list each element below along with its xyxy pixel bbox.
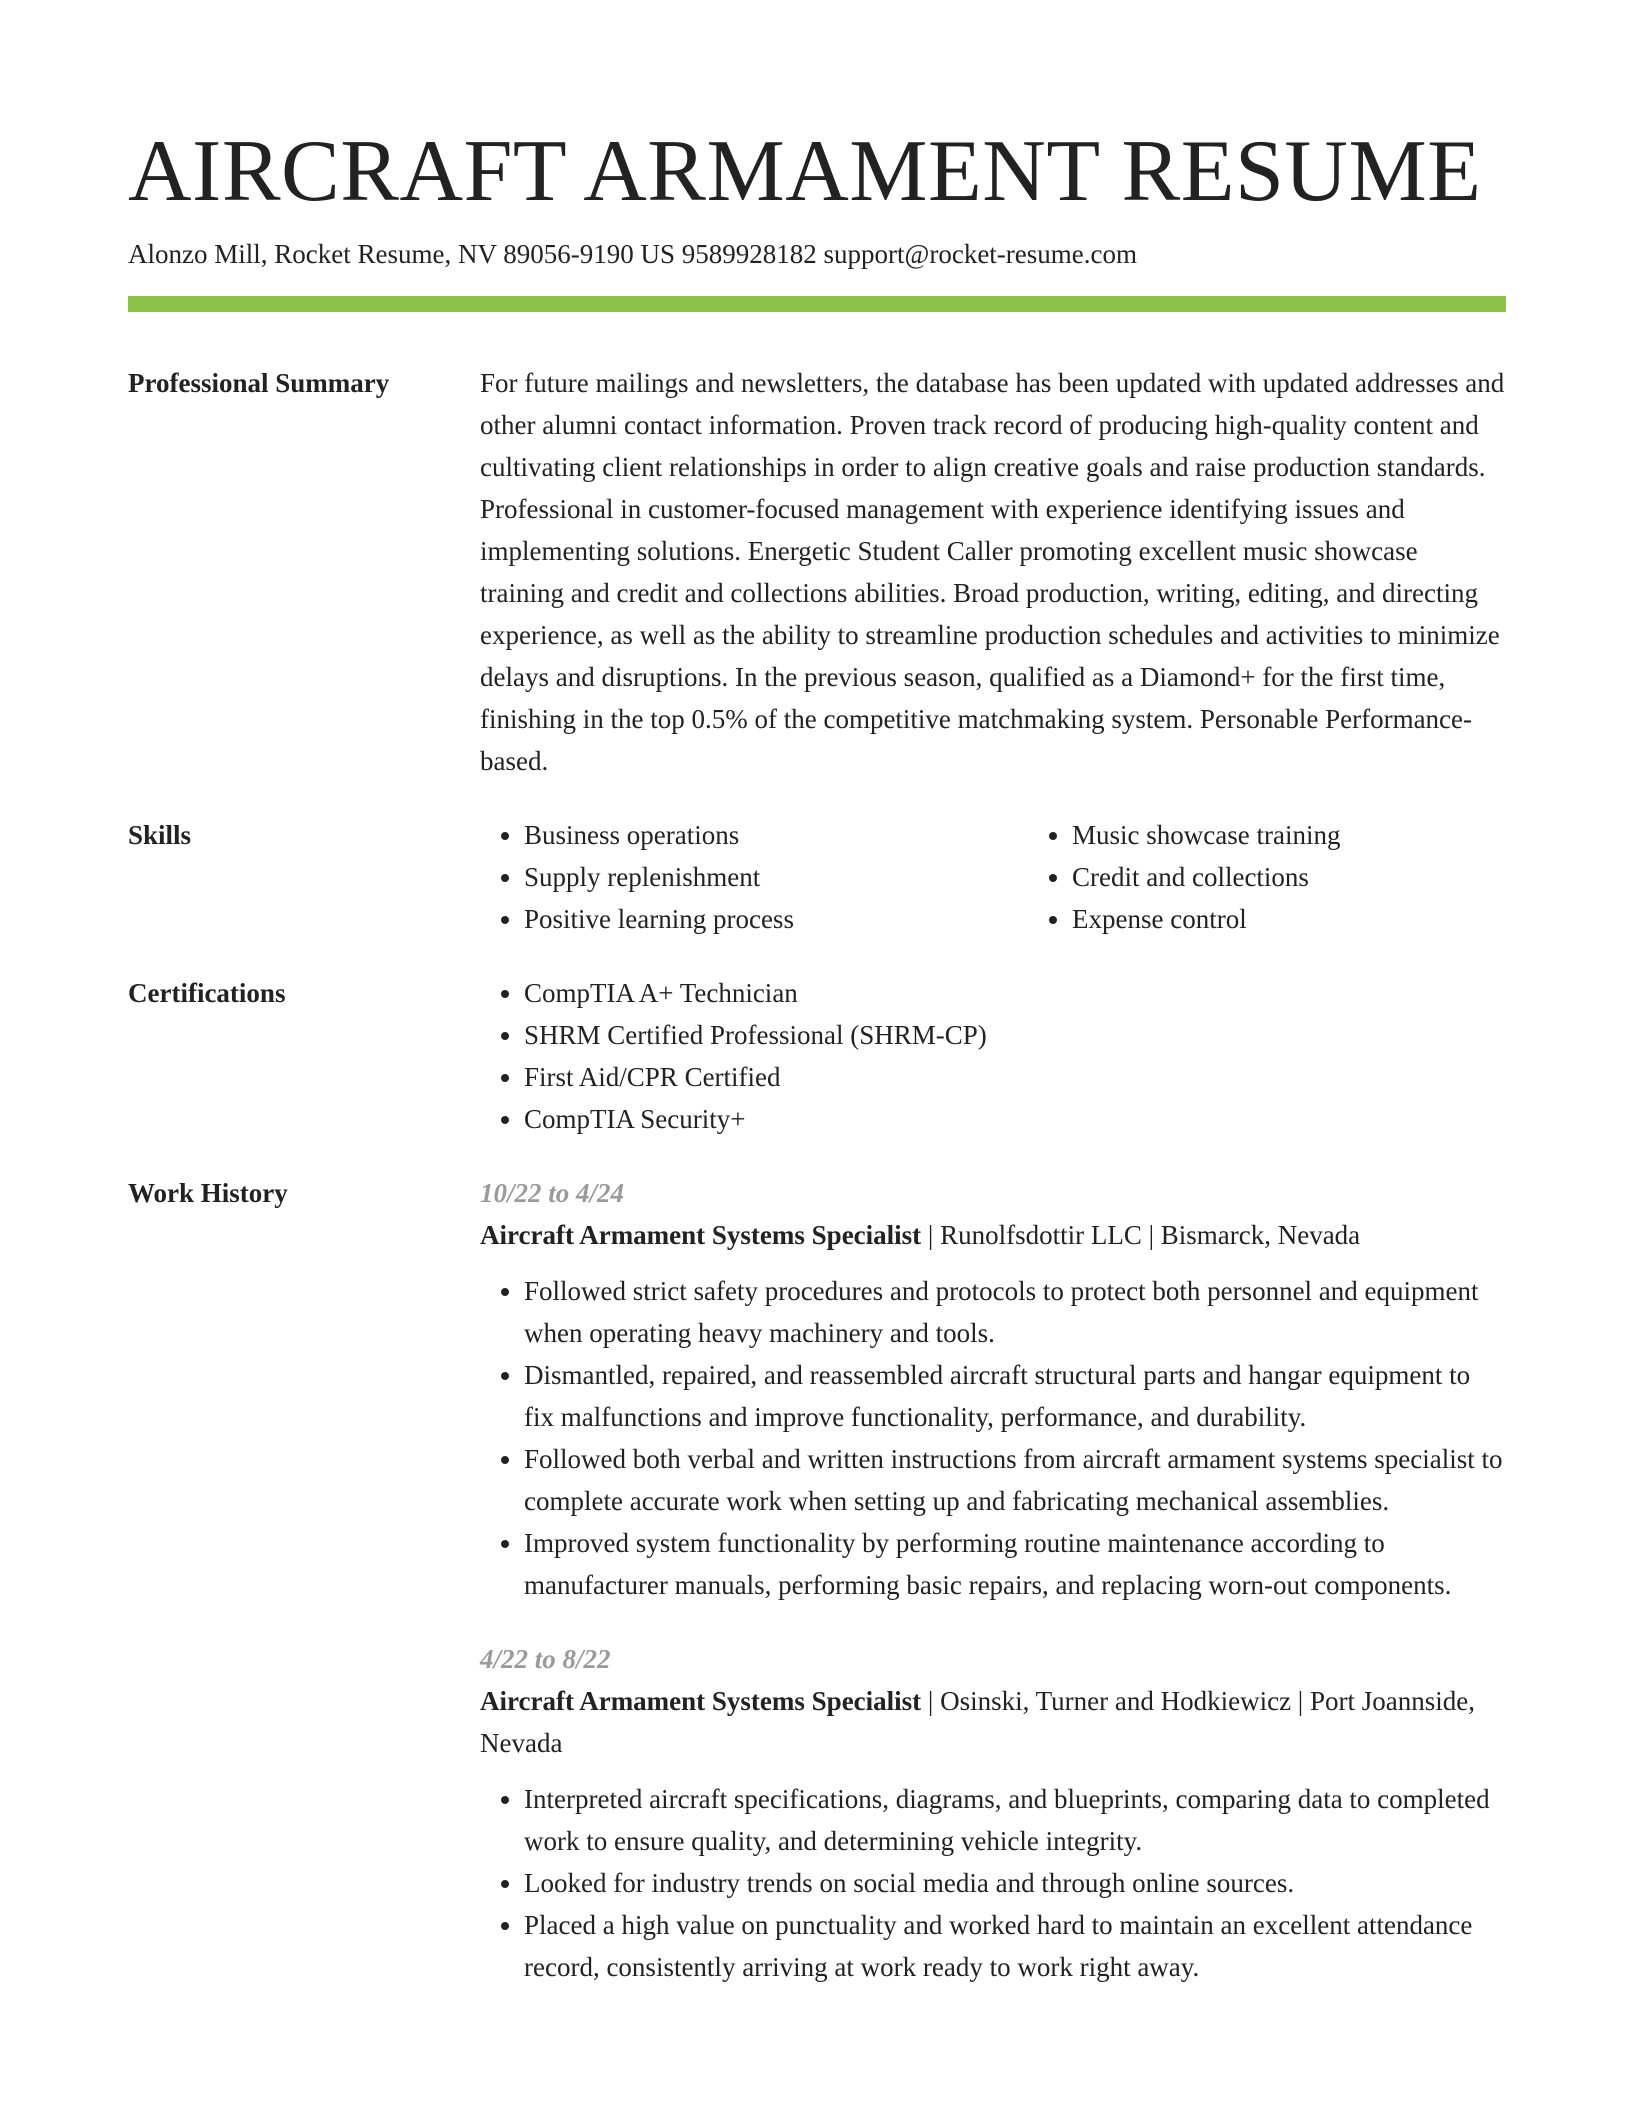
job-company-location: | Osinski, Turner and Hodkiewicz | Port Joannside, Nevada [480,1686,1475,1758]
summary-text: For future mailings and newsletters, the database has been updated with updated addresses and other alumni contact information. Proven track record of producing high-quality content and cultivating client relationships in order to align creative goals and raise production standards. Professional in customer-focused management with experience identifying issues and implementing solutions. Energetic Student Caller promoting excellent music showcase training and credit and collections abilities. Broad production, writing, editing, and directing experience, as well as the ability to streamline production schedules and activities to minimize delays and disruptions. In the previous season, qualified as a Diamond+ for the first time, finishing in the top 0.5% of the competitive matchmaking system. Personable Performance-based. [480,368,1505,776]
job-bullet: • Placed a high value on punctuality and worked hard to maintain an excellent attendance record, consistently arriving at work ready to work right away. [524,1904,1506,1988]
job-bullet: • Looked for industry trends on social media and through online sources. [524,1862,1506,1904]
skills-body [480,814,1576,940]
skill-item: • Credit and collections [1072,856,1576,898]
certifications-body [480,972,1506,1140]
skill-item: • Supply replenishment [524,856,1028,898]
accent-divider [128,296,1506,312]
job-bullet: • Interpreted aircraft specifications, diagrams, and blueprints, comparing data to completed work to ensure quality, and determining vehicle integrity. [524,1778,1506,1862]
job-company-location: | Runolfsdottir LLC | Bismarck, Nevada [921,1220,1361,1250]
skills-grid [480,814,1576,940]
skills-label: Skills [128,820,192,850]
certifications-section [128,972,1506,1140]
skill-item: • Positive learning process [524,898,1028,940]
work-history-section [128,1172,1506,1988]
skill-item: • Music showcase training [1072,814,1576,856]
work-history-body [480,1172,1506,1988]
skills-column-2 [1028,814,1576,940]
skills-column-1 [480,814,1028,940]
job-title: Aircraft Armament Systems Specialist [480,1686,922,1716]
job-bullet: • Dismantled, repaired, and reassembled aircraft structural parts and hangar equipment to fix malfunctions and improve functionality, performance, and durability. [524,1354,1506,1438]
job-bullets [480,1270,1506,1606]
job-bullet: • Followed both verbal and written instructions from aircraft armament systems specialist to complete accurate work when setting up and fabricating mechanical assemblies. [524,1438,1506,1522]
certification-item: • SHRM Certified Professional (SHRM-CP) [524,1014,1506,1056]
certification-item: • CompTIA Security+ [524,1098,1506,1140]
job-title: Aircraft Armament Systems Specialist [480,1220,922,1250]
work-history-label: Work History [128,1178,288,1208]
certifications-list [480,972,1506,1140]
resume-page [128,118,1506,1988]
skill-item: • Business operations [524,814,1028,856]
summary-section [128,362,1506,782]
job-bullet: • Improved system functionality by performing routine maintenance according to manufacturer manuals, performing basic repairs, and replacing worn-out components. [524,1522,1506,1606]
certification-item: • First Aid/CPR Certified [524,1056,1506,1098]
skills-section [128,814,1506,940]
resume-title: AIRCRAFT ARMAMENT RESUME [128,123,1482,220]
job-dates: 4/22 to 8/22 [480,1644,611,1674]
contact-line: Alonzo Mill, Rocket Resume, NV 89056-9190 US 9589928182 support@rocket-resume.com [128,239,1137,269]
job-title-line [480,1214,1506,1256]
job-bullet: • Followed strict safety procedures and protocols to protect both personnel and equipment when operating heavy machinery and tools. [524,1270,1506,1354]
job-bullets [480,1778,1506,1988]
certification-item: • CompTIA A+ Technician [524,972,1506,1014]
job-title-line [480,1680,1506,1764]
job-dates: 10/22 to 4/24 [480,1178,625,1208]
job-entry [480,1638,1506,1988]
skill-item: • Expense control [1072,898,1576,940]
certifications-label: Certifications [128,978,286,1008]
summary-label: Professional Summary [128,368,390,398]
job-entry [480,1172,1506,1606]
